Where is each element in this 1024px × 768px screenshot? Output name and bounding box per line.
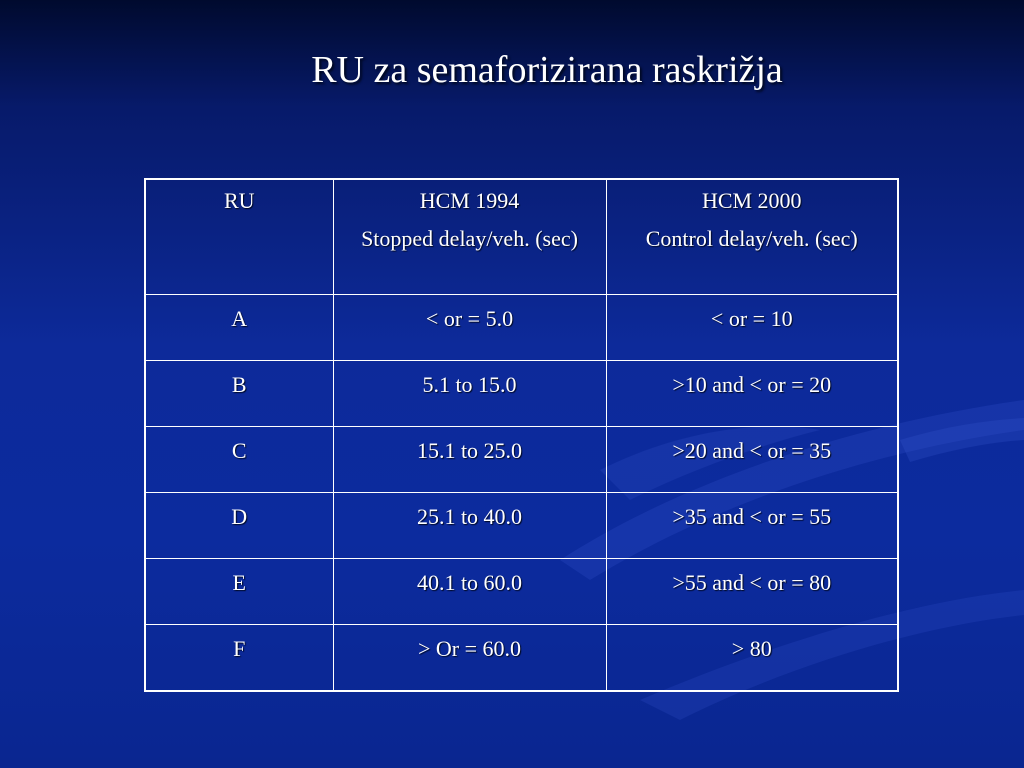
table-row (145, 361, 898, 427)
cell-hcm2000: < or = 10 (606, 295, 898, 361)
cell-ru: D (145, 493, 333, 559)
level-of-service-table (144, 178, 899, 692)
header-sublabel: Control delay/veh. (sec) (645, 226, 858, 251)
header-label: RU (223, 188, 255, 213)
cell-hcm2000: >35 and < or = 55 (606, 493, 898, 559)
table-row (145, 559, 898, 625)
cell-hcm2000: >10 and < or = 20 (606, 361, 898, 427)
header-cell-hcm2000 (606, 179, 898, 295)
slide-title: RU za semaforizirana raskrižja (311, 49, 783, 91)
cell-hcm1994: 40.1 to 60.0 (333, 559, 606, 625)
header-sublabel: Stopped delay/veh. (sec) (361, 226, 578, 251)
header-label: HCM 2000 (701, 188, 802, 213)
cell-hcm2000: >55 and < or = 80 (606, 559, 898, 625)
cell-hcm1994: 15.1 to 25.0 (333, 427, 606, 493)
cell-hcm1994: > Or = 60.0 (333, 625, 606, 692)
cell-ru: B (145, 361, 333, 427)
cell-hcm2000: > 80 (606, 625, 898, 692)
cell-ru: C (145, 427, 333, 493)
header-cell-hcm1994 (333, 179, 606, 295)
cell-ru: E (145, 559, 333, 625)
cell-hcm1994: < or = 5.0 (333, 295, 606, 361)
table-row (145, 427, 898, 493)
table-row (145, 493, 898, 559)
cell-hcm2000: >20 and < or = 35 (606, 427, 898, 493)
header-label: HCM 1994 (419, 188, 520, 213)
table-row (145, 295, 898, 361)
table-header-row (145, 179, 898, 295)
cell-ru: A (145, 295, 333, 361)
cell-hcm1994: 25.1 to 40.0 (333, 493, 606, 559)
cell-hcm1994: 5.1 to 15.0 (333, 361, 606, 427)
cell-ru: F (145, 625, 333, 692)
header-cell-ru (145, 179, 333, 295)
table-row (145, 625, 898, 692)
